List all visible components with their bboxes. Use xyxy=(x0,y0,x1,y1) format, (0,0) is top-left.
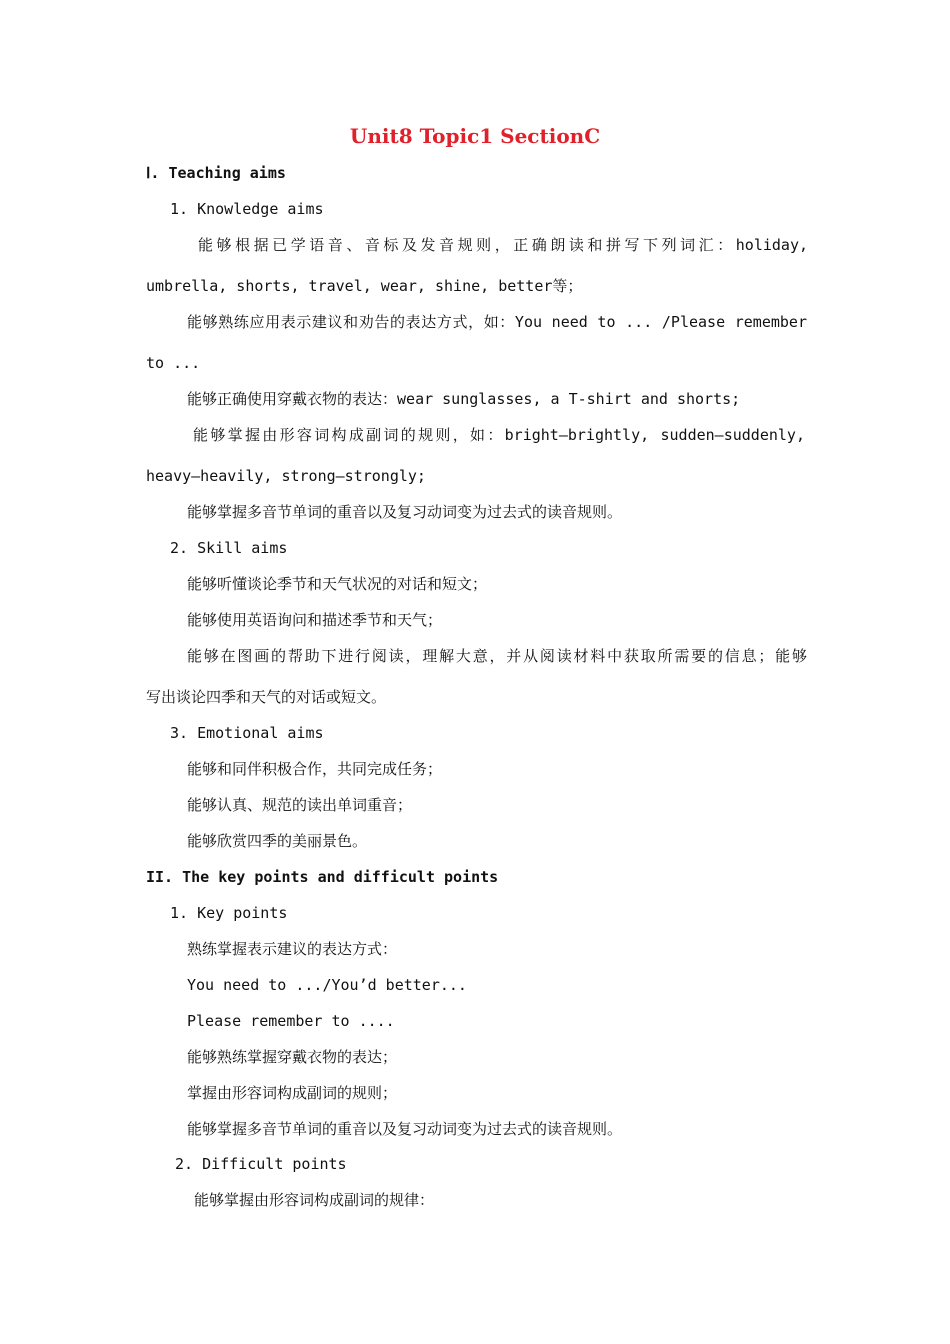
paragraph-line: 能够掌握多音节单词的重音以及复习动词变为过去式的读音规则。 xyxy=(187,503,623,521)
section-heading-key-points: II. The key points and difficult points xyxy=(146,868,499,886)
paragraph-line: 掌握由形容词构成副词的规则； xyxy=(187,1084,398,1102)
subheading-key-points: 1. Key points xyxy=(170,904,288,922)
paragraph-line: 能够认真、规范的读出单词重音； xyxy=(187,796,413,814)
paragraph-line: 能够熟练应用表示建议和劝告的表达方式，如：You need to ... /Please remember xyxy=(187,313,807,331)
paragraph-line: 能够掌握多音节单词的重音以及复习动词变为过去式的读音规则。 xyxy=(187,1120,623,1138)
section-heading-teaching-aims: Ⅰ. Teaching aims xyxy=(146,164,286,182)
document-title: Unit8 Topic1 SectionC xyxy=(349,124,601,148)
paragraph-line: 能够掌握由形容词构成副词的规则，如：bright—brightly, sudden—suddenly, xyxy=(193,426,805,444)
paragraph-line: 熟练掌握表示建议的表达方式： xyxy=(187,940,398,958)
paragraph-line: 能够熟练掌握穿戴衣物的表达； xyxy=(187,1048,398,1066)
paragraph-line: 能够和同伴积极合作，共同完成任务； xyxy=(187,760,443,778)
paragraph-line: 能够使用英语询问和描述季节和天气； xyxy=(187,611,443,629)
paragraph-line: 能够听懂谈论季节和天气状况的对话和短文； xyxy=(187,575,488,593)
paragraph-line: 能够在图画的帮助下进行阅读，理解大意，并从阅读材料中获取所需要的信息；能够 xyxy=(187,647,807,665)
paragraph-line: Please remember to .... xyxy=(187,1012,395,1030)
paragraph-line: 能够欣赏四季的美丽景色。 xyxy=(187,832,368,850)
subheading-knowledge-aims: 1. Knowledge aims xyxy=(170,200,324,218)
paragraph-line: heavy—heavily, strong—strongly; xyxy=(146,467,426,485)
paragraph-line: 写出谈论四季和天气的对话或短文。 xyxy=(146,688,387,706)
subheading-emotional-aims: 3. Emotional aims xyxy=(170,724,324,742)
subheading-difficult-points: 2. Difficult points xyxy=(175,1155,347,1173)
paragraph-line: You need to .../You’d better... xyxy=(187,976,467,994)
paragraph-line: to ... xyxy=(146,354,201,372)
paragraph-line: umbrella, shorts, travel, wear, shine, better等； xyxy=(146,277,583,295)
paragraph-line: 能够正确使用穿戴衣物的表达：wear sunglasses, a T-shirt and shorts; xyxy=(187,390,741,408)
subheading-skill-aims: 2. Skill aims xyxy=(170,539,288,557)
paragraph-line: 能够掌握由形容词构成副词的规律： xyxy=(194,1191,435,1209)
paragraph-line: 能够根据已学语音、音标及发音规则，正确朗读和拼写下列词汇：holiday, xyxy=(198,236,808,254)
